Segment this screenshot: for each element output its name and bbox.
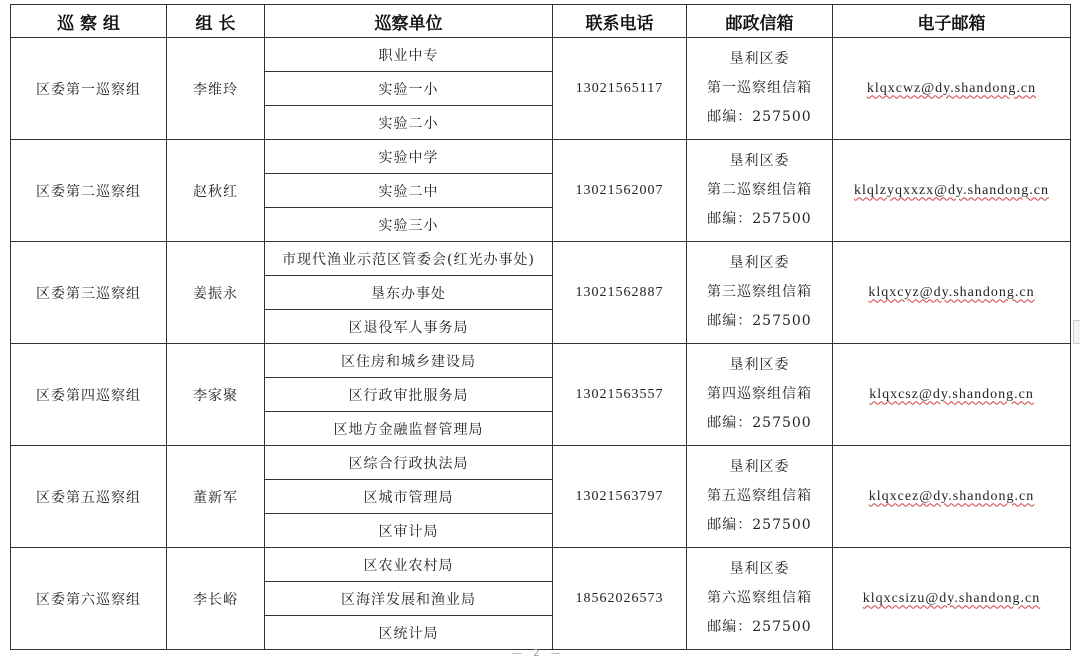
post-box-cell: [687, 446, 833, 548]
unit-cell: 区海洋发展和渔业局: [265, 582, 553, 616]
leader-cell: 李长峪: [167, 548, 265, 650]
post-box-line: 垦利区委: [729, 51, 790, 67]
group-name-cell: 区委第二巡察组: [11, 140, 167, 242]
email-address: klqxcsizu@dy.shandong.cn: [862, 590, 1041, 606]
unit-cell: 职业中专: [265, 38, 553, 72]
post-box-cell: [687, 548, 833, 650]
phone-cell: 18562026573: [553, 548, 687, 650]
post-box-line: 第六巡察组信箱: [707, 590, 812, 606]
email-cell: [833, 38, 1071, 140]
unit-cell: 区审计局: [265, 514, 553, 548]
table-row: [11, 344, 1071, 378]
post-box-line: 垦利区委: [729, 255, 790, 271]
unit-cell: 实验一小: [265, 72, 553, 106]
unit-cell: 区农业农村局: [265, 548, 553, 582]
leader-cell: 李维玲: [167, 38, 265, 140]
header-email: 电子邮箱: [833, 5, 1071, 38]
unit-cell: 实验二中: [265, 174, 553, 208]
phone-cell: 13021562007: [553, 140, 687, 242]
scrollbar-handle[interactable]: [1073, 320, 1080, 344]
group-name-cell: 区委第一巡察组: [11, 38, 167, 140]
post-box-cell: [687, 140, 833, 242]
header-group: 巡 察 组: [11, 5, 167, 38]
group-name-cell: 区委第四巡察组: [11, 344, 167, 446]
unit-cell: 区综合行政执法局: [265, 446, 553, 480]
table-row: [11, 140, 1071, 174]
unit-cell: 区行政审批服务局: [265, 378, 553, 412]
email-cell: [833, 446, 1071, 548]
group-name-cell: 区委第五巡察组: [11, 446, 167, 548]
post-box-line: 邮编：257500: [707, 313, 812, 329]
post-box-cell: [687, 242, 833, 344]
post-box-line: 邮编：257500: [707, 211, 812, 227]
post-box-line: 邮编：257500: [707, 517, 812, 533]
post-box-line: 第二巡察组信箱: [707, 182, 812, 198]
post-box-line: 第四巡察组信箱: [707, 386, 812, 402]
post-box-line: 邮编：257500: [707, 619, 812, 635]
phone-cell: 13021563797: [553, 446, 687, 548]
unit-cell: 区住房和城乡建设局: [265, 344, 553, 378]
leader-cell: 姜振永: [167, 242, 265, 344]
email-cell: [833, 344, 1071, 446]
leader-cell: 赵秋红: [167, 140, 265, 242]
email-cell: [833, 548, 1071, 650]
unit-cell: 区退役军人事务局: [265, 310, 553, 344]
post-box-line: 垦利区委: [729, 459, 790, 475]
post-box-line: 第一巡察组信箱: [707, 80, 812, 96]
post-box-line: 第五巡察组信箱: [707, 488, 812, 504]
phone-cell: 13021563557: [553, 344, 687, 446]
page-number: — 2 —: [512, 648, 565, 658]
phone-cell: 13021562887: [553, 242, 687, 344]
table-row: [11, 242, 1071, 276]
post-box-line: 邮编：257500: [707, 415, 812, 431]
email-address: klqlzyqxxzx@dy.shandong.cn: [853, 182, 1050, 198]
patrol-group-table: [10, 4, 1071, 650]
post-box-cell: [687, 38, 833, 140]
leader-cell: 董新军: [167, 446, 265, 548]
email-address: klqxcwz@dy.shandong.cn: [866, 80, 1037, 96]
unit-cell: 区城市管理局: [265, 480, 553, 514]
post-box-line: 邮编：257500: [707, 109, 812, 125]
table-row: [11, 446, 1071, 480]
unit-cell: 垦东办事处: [265, 276, 553, 310]
unit-cell: 市现代渔业示范区管委会(红光办事处): [265, 242, 553, 276]
leader-cell: 李家聚: [167, 344, 265, 446]
post-box-line: 垦利区委: [729, 357, 790, 373]
email-address: klqxcyz@dy.shandong.cn: [868, 284, 1035, 300]
post-box-line: 第三巡察组信箱: [707, 284, 812, 300]
phone-cell: 13021565117: [553, 38, 687, 140]
header-post-box: 邮政信箱: [687, 5, 833, 38]
email-address: klqxcez@dy.shandong.cn: [868, 488, 1035, 504]
table-row: [11, 548, 1071, 582]
unit-cell: 区地方金融监督管理局: [265, 412, 553, 446]
group-name-cell: 区委第六巡察组: [11, 548, 167, 650]
group-name-cell: 区委第三巡察组: [11, 242, 167, 344]
table-body: [11, 38, 1071, 650]
unit-cell: 实验二小: [265, 106, 553, 140]
post-box-line: 垦利区委: [729, 561, 790, 577]
unit-cell: 实验三小: [265, 208, 553, 242]
unit-cell: 区统计局: [265, 616, 553, 650]
unit-cell: 实验中学: [265, 140, 553, 174]
header-leader: 组 长: [167, 5, 265, 38]
header-phone: 联系电话: [553, 5, 687, 38]
email-cell: [833, 242, 1071, 344]
post-box-cell: [687, 344, 833, 446]
header-units: 巡察单位: [265, 5, 553, 38]
email-address: klqxcsz@dy.shandong.cn: [869, 386, 1034, 402]
table-row: [11, 38, 1071, 72]
table-header-row: [11, 5, 1071, 38]
post-box-line: 垦利区委: [729, 153, 790, 169]
email-cell: [833, 140, 1071, 242]
